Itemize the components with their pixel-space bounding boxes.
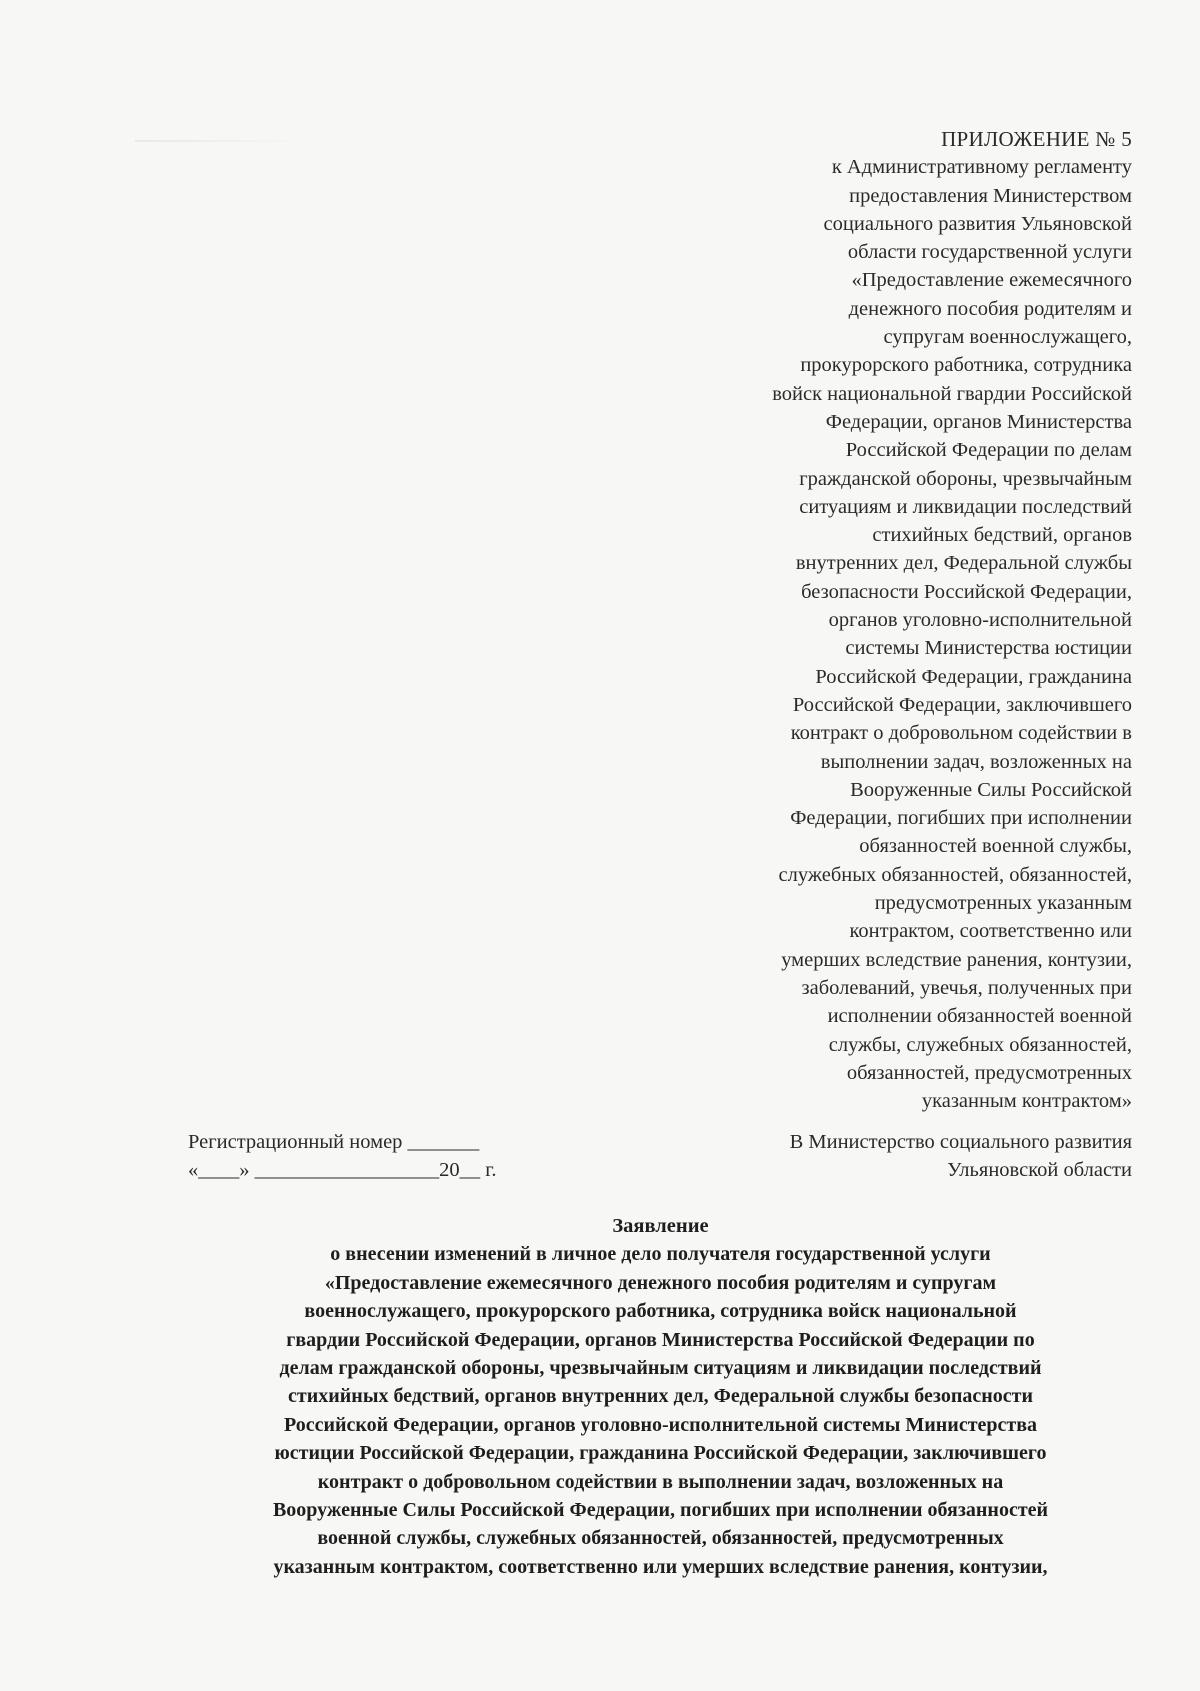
annex-line: предусмотренных указанным: [874, 892, 1132, 915]
annex-line: супругам военнослужащего,: [883, 326, 1132, 349]
statement-line: стихийных бедствий, органов внутренних дел, Федеральной службы безопасности: [288, 1385, 1033, 1408]
annex-line: области государственной услуги: [847, 241, 1132, 264]
annex-line: к Административному регламенту: [831, 156, 1132, 179]
annex-line: контрактом, соответственно или: [849, 920, 1132, 943]
annex-line: войск национальной гвардии Российской: [772, 382, 1132, 405]
statement-line: указанным контрактом, соответственно или умерших вследствие ранения, контузии,: [273, 1555, 1048, 1578]
annex-line: Российской Федерации, заключившего: [792, 693, 1132, 716]
annex-line: Федерации, погибших при исполнении: [790, 807, 1132, 830]
annex-line: денежного пособия родителям и: [848, 297, 1132, 320]
annex-line: выполнении задач, возложенных на: [820, 750, 1132, 773]
statement-line: гвардии Российской Федерации, органов Министерства Российской Федерации по: [286, 1328, 1035, 1351]
statement-line: «Предоставление ежемесячного денежного пособия родителям и супругам: [324, 1271, 997, 1294]
annex-line: социального развития Ульяновской: [823, 212, 1132, 235]
statement-title: Заявление: [612, 1215, 709, 1237]
annex-line: Федерации, органов Министерства: [825, 410, 1132, 433]
statement-line: о внесении изменений в личное дело получателя государственной услуги: [330, 1243, 991, 1266]
annex-heading: ПРИЛОЖЕНИЕ № 5: [941, 127, 1132, 151]
annex-line: внутренних дел, Федеральной службы: [795, 552, 1132, 575]
statement-line: контракт о добровольном содействии в выполнении задач, возложенных на: [317, 1470, 1004, 1493]
statement-line: военной службы, служебных обязанностей, обязанностей, предусмотренных: [317, 1527, 1004, 1550]
statement-block: [188, 1212, 1133, 1581]
annex-line: прокурорского работника, сотрудника: [800, 354, 1132, 377]
statement-line: Российской Федерации, органов уголовно-исполнительной системы Министерства: [283, 1413, 1038, 1436]
annex-line: Вооруженные Силы Российской: [850, 778, 1132, 801]
statement-line: Вооруженные Силы Российской Федерации, погибших при исполнении обязанностей: [272, 1499, 1049, 1522]
annex-line: органов уголовно-исполнительной: [828, 609, 1132, 632]
annex-line: гражданской обороны, чрезвычайным: [799, 467, 1132, 490]
annex-line: заболеваний, увечья, полученных при: [801, 976, 1132, 999]
annex-line: умерших вследствие ранения, контузии,: [781, 948, 1132, 971]
addressee-line: В Министерство социального развития: [789, 1131, 1132, 1153]
registration-block: [188, 1128, 496, 1184]
addressee-block: [790, 1128, 1132, 1184]
annex-line: предоставления Министерством: [849, 184, 1132, 207]
registration-date-field[interactable]: «____» __________________20__ г.: [188, 1159, 497, 1181]
annex-line: обязанностей, предусмотренных: [846, 1061, 1132, 1084]
statement-line: делам гражданской обороны, чрезвычайным ситуациям и ликвидации последствий: [279, 1357, 1042, 1380]
scan-artifact: [135, 140, 305, 142]
annex-block: [612, 125, 1132, 1115]
annex-line: служебных обязанностей, обязанностей,: [778, 863, 1132, 886]
registration-number-field[interactable]: Регистрационный номер _______: [188, 1131, 480, 1153]
annex-line: «Предоставление ежемесячного: [851, 269, 1132, 292]
addressee-line: Ульяновской области: [947, 1159, 1132, 1181]
annex-line: безопасности Российской Федерации,: [801, 580, 1132, 603]
statement-line: юстиции Российской Федерации, гражданина Российской Федерации, заключившего: [274, 1442, 1047, 1465]
annex-line: исполнении обязанностей военной: [827, 1005, 1132, 1028]
annex-line: Российской Федерации, гражданина: [815, 665, 1132, 688]
annex-line: указанным контрактом»: [921, 1090, 1132, 1113]
annex-line: стихийных бедствий, органов: [872, 524, 1132, 547]
annex-line: ситуациям и ликвидации последствий: [799, 495, 1132, 518]
annex-line: Российской Федерации по делам: [845, 439, 1132, 462]
annex-line: обязанностей военной службы,: [859, 835, 1132, 858]
annex-line: контракт о добровольном содействии в: [790, 722, 1132, 745]
statement-line: военнослужащего, прокурорского работника, сотрудника войск национальной: [304, 1300, 1017, 1323]
annex-line: службы, служебных обязанностей,: [828, 1033, 1132, 1056]
annex-line: системы Министерства юстиции: [845, 637, 1132, 660]
